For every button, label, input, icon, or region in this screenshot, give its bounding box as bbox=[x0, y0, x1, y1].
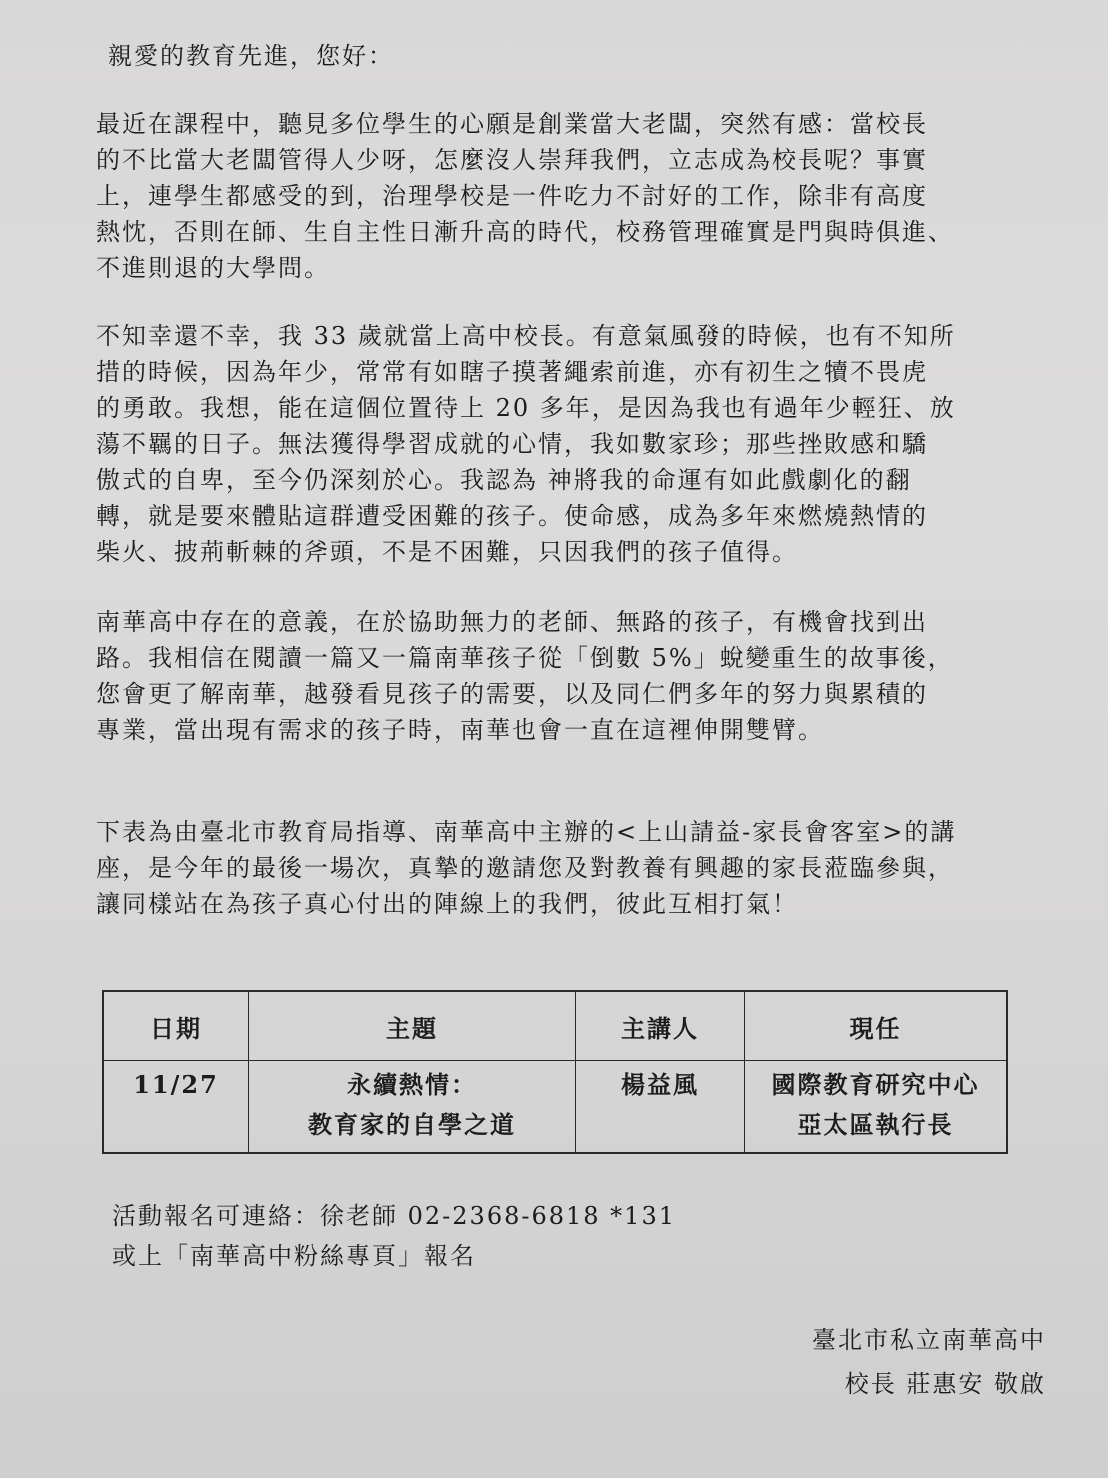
header-date: 日期 bbox=[103, 991, 249, 1061]
paragraph-principal-story bbox=[96, 318, 1021, 570]
event-table bbox=[102, 990, 1008, 1154]
text-line: 不知幸還不幸，我 33 歲就當上高中校長。有意氣風發的時候，也有不知所 bbox=[96, 322, 956, 350]
text-line: 南華高中存在的意義，在於協助無力的老師、無路的孩子，有機會找到出 bbox=[96, 608, 928, 636]
cell-position bbox=[745, 1061, 1008, 1154]
paragraph-invitation bbox=[96, 814, 1021, 922]
contact-line: 活動報名可連絡：徐老師 02-2368-6818 *131 bbox=[112, 1202, 676, 1230]
cell-topic bbox=[249, 1061, 576, 1154]
text-line: 的不比當大老闆管得人少呀，怎麼沒人崇拜我們，立志成為校長呢？事實 bbox=[96, 146, 928, 174]
signature-block bbox=[812, 1318, 1046, 1406]
text-line: 柴火、披荊斬棘的斧頭，不是不困難，只因我們的孩子值得。 bbox=[96, 538, 798, 566]
school-name: 臺北市私立南華高中 bbox=[812, 1326, 1046, 1354]
table-row bbox=[103, 1061, 1007, 1154]
text-line: 下表為由臺北市教育局指導、南華高中主辦的<上山請益-家長會客室>的講 bbox=[96, 818, 957, 846]
text-line: 座，是今年的最後一場次，真摯的邀請您及對教養有興趣的家長蒞臨參與， bbox=[96, 854, 954, 882]
text-line: 傲式的自卑，至今仍深刻於心。我認為 神將我的命運有如此戲劇化的翻 bbox=[96, 466, 912, 494]
greeting: 親愛的教育先進，您好： bbox=[108, 42, 394, 70]
text-line: 專業，當出現有需求的孩子時，南華也會一直在這裡伸開雙臂。 bbox=[96, 716, 824, 744]
text-line: 不進則退的大學問。 bbox=[96, 254, 330, 282]
paragraph-course-reflection bbox=[96, 106, 1021, 286]
text-line: 轉，就是要來體貼這群遭受困難的孩子。使命感，成為多年來燃燒熱情的 bbox=[96, 502, 928, 530]
text-line: 措的時候，因為年少，常常有如瞎子摸著繩索前進，亦有初生之犢不畏虎 bbox=[96, 358, 928, 386]
topic-line: 永續熱情： bbox=[347, 1070, 477, 1099]
header-current-position: 現任 bbox=[745, 991, 1008, 1061]
text-line: 的勇敢。我想，能在這個位置待上 20 多年，是因為我也有過年少輕狂、放 bbox=[96, 394, 956, 422]
text-line: 讓同樣站在為孩子真心付出的陣線上的我們，彼此互相打氣！ bbox=[96, 890, 798, 918]
text-line: 最近在課程中，聽見多位學生的心願是創業當大老闆，突然有感：當校長 bbox=[96, 110, 928, 138]
text-line: 您會更了解南華，越發看見孩子的需要，以及同仁們多年的努力與累積的 bbox=[96, 680, 928, 708]
cell-speaker: 楊益風 bbox=[576, 1061, 745, 1154]
text-line: 熱忱，否則在師、生自主性日漸升高的時代，校務管理確實是門與時俱進、 bbox=[96, 218, 954, 246]
text-line: 蕩不羈的日子。無法獲得學習成就的心情，我如數家珍；那些挫敗感和驕 bbox=[96, 430, 928, 458]
position-line: 亞太區執行長 bbox=[797, 1110, 954, 1139]
table-header-row bbox=[103, 991, 1007, 1061]
text-line: 上，連學生都感受的到，治理學校是一件吃力不討好的工作，除非有高度 bbox=[96, 182, 928, 210]
topic-line: 教育家的自學之道 bbox=[308, 1110, 516, 1139]
paragraph-school-mission bbox=[96, 604, 1021, 748]
principal-signoff: 校長 莊惠安 敬啟 bbox=[844, 1370, 1046, 1398]
header-topic: 主題 bbox=[249, 991, 576, 1061]
position-line: 國際教育研究中心 bbox=[771, 1070, 980, 1099]
contact-line: 或上「南華高中粉絲專頁」報名 bbox=[112, 1242, 476, 1270]
header-speaker: 主講人 bbox=[576, 991, 745, 1061]
registration-contact bbox=[112, 1196, 676, 1276]
text-line: 路。我相信在閱讀一篇又一篇南華孩子從「倒數 5%」蛻變重生的故事後， bbox=[96, 644, 954, 672]
cell-date: 11/27 bbox=[103, 1061, 249, 1154]
